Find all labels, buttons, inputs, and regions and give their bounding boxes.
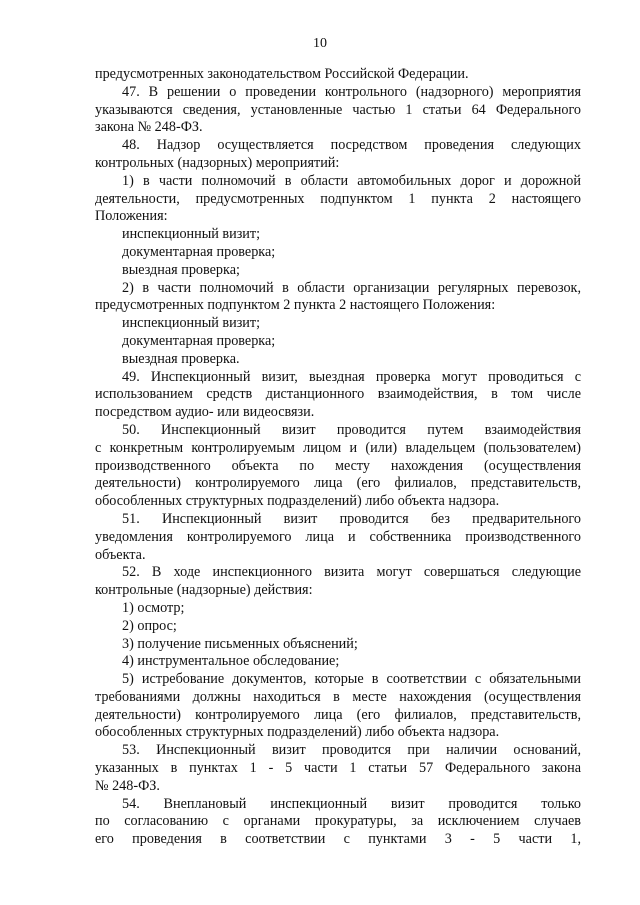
text-line: деятельности) контролируемого лица (его филиалов, представительств, (95, 706, 581, 723)
document-body (95, 66, 581, 849)
text-line: 48. Надзор осуществляется посредством проведения следующих (122, 137, 581, 154)
text-line: производственного объекта по месту нахождения (осуществления (95, 457, 581, 474)
text-line: 53. Инспекционный визит проводится при наличии оснований, (122, 742, 581, 759)
text-line: 2) в части полномочий в области организации регулярных перевозок, (122, 279, 581, 296)
text-line: 2) опрос; (122, 617, 177, 634)
text-line: 50. Инспекционный визит проводится путем взаимодействия (122, 421, 581, 438)
text-line: контрольные (надзорные) действия: (95, 582, 313, 599)
text-line: с конкретным контролируемым лицом и (или) владельцем (пользователем) (95, 439, 581, 456)
text-line: по согласованию с органами прокуратуры, за исключением случаев (95, 813, 581, 830)
text-line: уведомления контролируемого лица и собственника производственного (95, 528, 581, 545)
text-line: деятельности) контролируемого лица (его филиалов, представительств, (95, 475, 581, 492)
text-line: 54. Внеплановый инспекционный визит проводится только (122, 795, 581, 812)
text-line: 49. Инспекционный визит, выездная проверка могут проводиться с (122, 368, 581, 385)
text-line: инспекционный визит; (122, 226, 261, 243)
text-line: обособленных структурных подразделений) либо объекта надзора. (95, 493, 500, 510)
text-line: 1) осмотр; (122, 599, 185, 616)
text-line: № 248-ФЗ. (95, 777, 160, 794)
text-line: документарная проверка; (122, 332, 276, 349)
text-line: предусмотренных подпунктом 2 пункта 2 настоящего Положения: (95, 297, 496, 314)
text-line: 1) в части полномочий в области автомобильных дорог и дорожной (122, 172, 581, 189)
text-line: 3) получение письменных объяснений; (122, 635, 358, 652)
text-line: 47. В решении о проведении контрольного (надзорного) мероприятия (122, 83, 581, 100)
text-line: инспекционный визит; (122, 315, 261, 332)
text-line: закона № 248-ФЗ. (95, 119, 203, 136)
text-line: контрольных (надзорных) мероприятий: (95, 154, 340, 171)
text-line: указываются сведения, установленные частью 1 статьи 64 Федерального (95, 101, 581, 118)
text-line: требованиями должны находиться в месте нахождения (осуществления (95, 688, 581, 705)
text-line: документарная проверка; (122, 243, 276, 260)
text-line: Положения: (95, 208, 168, 225)
text-line: 51. Инспекционный визит проводится без предварительного (122, 510, 581, 527)
text-line: использованием средств дистанционного взаимодействия, в том числе (95, 386, 581, 403)
text-line: посредством аудио- или видеосвязи. (95, 404, 315, 421)
text-line: обособленных структурных подразделений) либо объекта надзора. (95, 724, 500, 741)
text-line: деятельности, предусмотренных подпунктом 1 пункта 2 настоящего (95, 190, 581, 207)
text-line: 4) инструментальное обследование; (122, 653, 340, 670)
page-number: 10 (313, 36, 327, 51)
text-line: предусмотренных законодательством Российской Федерации. (95, 66, 469, 82)
text-line: 5) истребование документов, которые в соответствии с обязательными (122, 671, 581, 688)
text-line: указанных в пунктах 1 - 5 части 1 статьи 57 Федерального закона (95, 760, 581, 777)
text-line: его проведения в соответствии с пунктами 3 - 5 части 1, (95, 831, 581, 848)
text-line: выездная проверка. (122, 350, 240, 367)
text-line: выездная проверка; (122, 261, 240, 278)
text-line: объекта. (95, 546, 146, 563)
text-line: 52. В ходе инспекционного визита могут совершаться следующие (122, 564, 581, 581)
